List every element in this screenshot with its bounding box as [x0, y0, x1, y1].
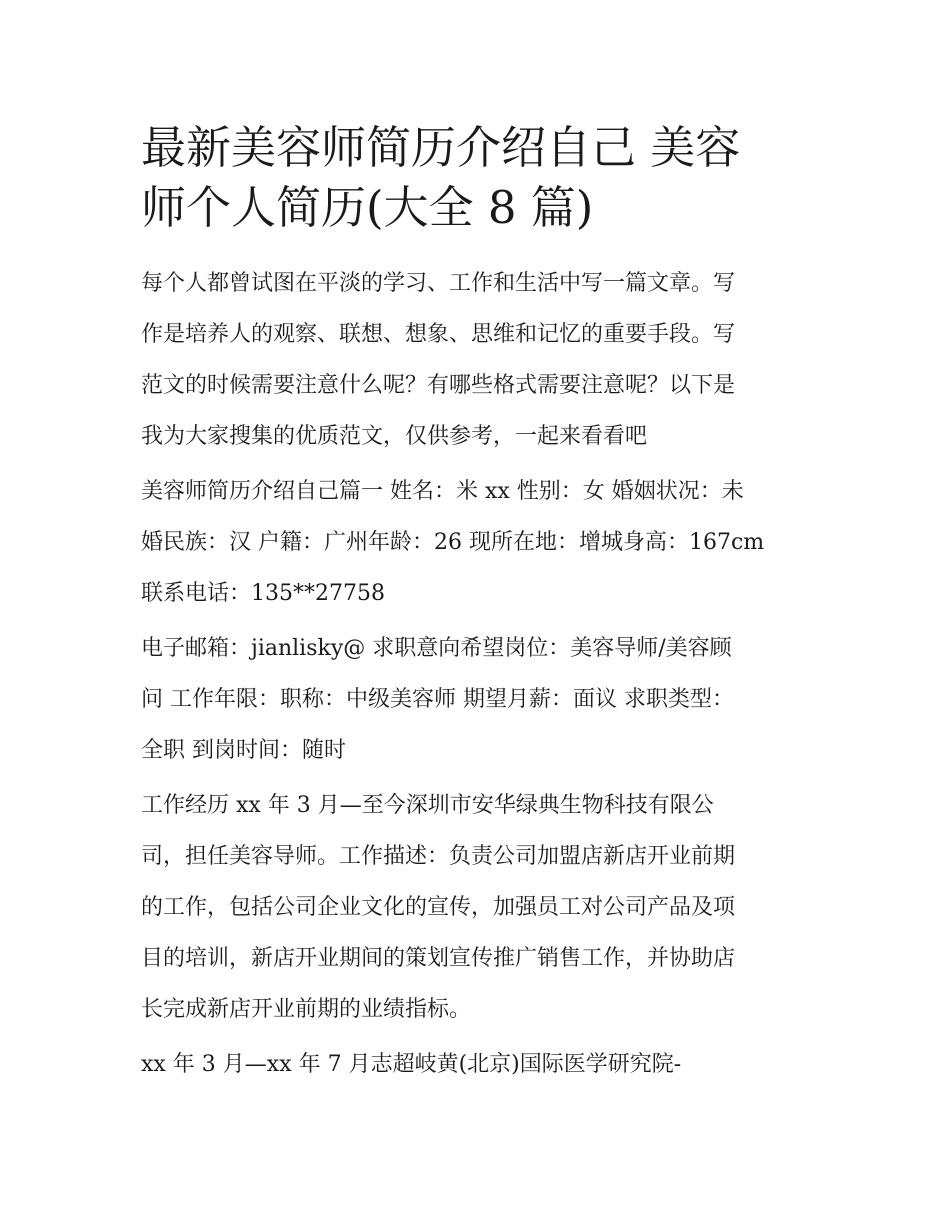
paragraph-line: 的工作，包括公司企业文化的宣传，加强员工对公司产品及项 [141, 895, 736, 920]
job-intent-paragraph [141, 623, 813, 776]
document-content [141, 118, 813, 1094]
paragraph-line: 长完成新店开业前期的业绩指标。 [141, 997, 472, 1022]
work-experience-paragraph-2 [141, 1039, 813, 1090]
paragraph-line: 问 工作年限：职称：中级美容师 期望月薪：面议 求职类型： [141, 687, 734, 712]
paragraph-line: 工作经历 xx 年 3 月—至今深圳市安华绿典生物科技有限公 [141, 793, 714, 818]
paragraph-line: xx 年 3 月—xx 年 7 月志超岐黄(北京)国际医学研究院- [141, 1052, 682, 1077]
paragraph-line: 联系电话：135**27758 [141, 581, 385, 606]
title-line: 师个人简历(大全 8 篇) [141, 181, 594, 234]
paragraph-line: 全职 到岗时间：随时 [141, 738, 346, 763]
paragraph-line: 范文的时候需要注意什么呢？有哪些格式需要注意呢？以下是 [141, 373, 736, 398]
personal-info-paragraph [141, 466, 813, 619]
intro-paragraph [141, 258, 813, 462]
paragraph-line: 司，担任美容导师。工作描述：负责公司加盟店新店开业前期 [141, 844, 736, 869]
paragraph-line: 我为大家搜集的优质范文，仅供参考，一起来看看吧 [141, 424, 648, 449]
paragraph-line: 电子邮箱：jianlisky@ 求职意向希望岗位：美容导师/美容顾 [141, 636, 732, 661]
work-experience-paragraph [141, 780, 813, 1035]
document-title [141, 118, 813, 238]
paragraph-line: 目的培训，新店开业期间的策划宣传推广销售工作，并协助店 [141, 946, 736, 971]
paragraph-line: 婚民族：汉 户籍：广州年龄：26 现所在地：增城身高：167cm [141, 530, 765, 555]
paragraph-line: 美容师简历介绍自己篇一 姓名：米 xx 性别：女 婚姻状况：未 [141, 479, 744, 504]
paragraph-line: 每个人都曾试图在平淡的学习、工作和生活中写一篇文章。写 [141, 271, 736, 296]
title-line: 最新美容师简历介绍自己 美容 [141, 121, 741, 174]
paragraph-line: 作是培养人的观察、联想、想象、思维和记忆的重要手段。写 [141, 322, 736, 347]
